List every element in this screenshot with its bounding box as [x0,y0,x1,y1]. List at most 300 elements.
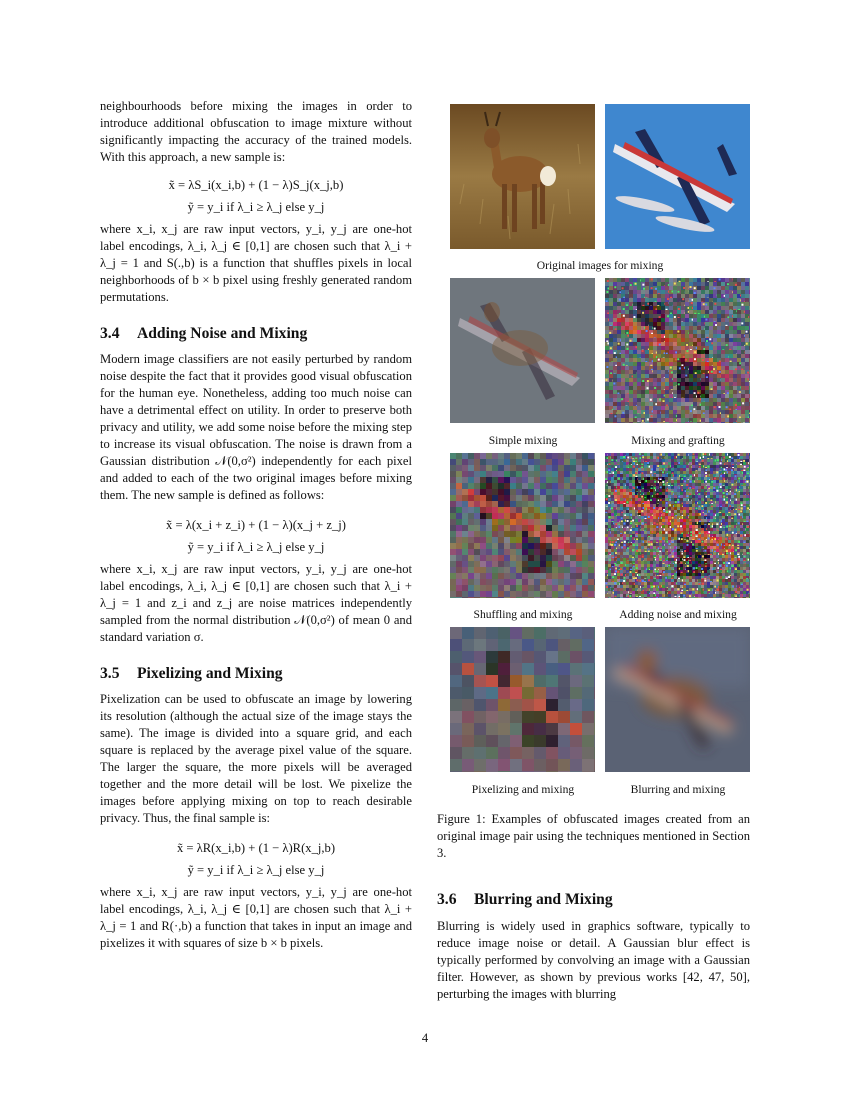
texture-cell [534,477,540,483]
texture-cell [729,306,733,310]
texture-cell [662,486,665,489]
texture-cell [629,342,633,346]
texture-cell [669,422,673,423]
noise-speck [686,540,688,542]
texture-cell [673,362,677,366]
texture-cell [629,354,633,358]
texture-cell [613,294,617,298]
texture-cell [733,294,737,298]
texture-cell [498,549,504,555]
texture-cell [695,540,698,543]
texture-cell [588,549,594,555]
noise-speck [714,287,716,289]
texture-cell [717,338,721,342]
noise-speck [630,535,632,537]
texture-cell [689,528,692,531]
texture-cell [657,354,661,358]
texture-cell [617,306,621,310]
texture-cell [662,513,665,516]
texture-cell [641,561,644,564]
texture-cell [677,534,680,537]
texture-cell [733,358,737,362]
texture-cell [704,543,707,546]
texture-cell [626,480,629,483]
texture-cell [729,350,733,354]
noise-speck [626,332,628,334]
texture-cell [450,453,456,459]
texture-cell [613,306,617,310]
texture-cell [576,477,582,483]
texture-cell [685,370,689,374]
texture-cell [749,338,750,342]
noise-speck [684,550,686,552]
texture-cell [653,552,656,555]
texture-cell [629,507,632,510]
texture-cell [734,483,737,486]
texture-cell [605,504,608,507]
texture-cell [665,330,669,334]
texture-cell [540,531,546,537]
texture-cell [623,477,626,480]
texture-cell [713,522,716,525]
noise-speck [749,504,750,506]
noise-speck [626,343,628,345]
texture-cell [540,543,546,549]
texture-cell [661,402,665,406]
texture-cell [713,519,716,522]
texture-cell [633,382,637,386]
texture-cell [576,495,582,501]
texture-cell [681,422,685,423]
texture-cell [649,310,653,314]
texture-cell [719,453,722,456]
texture-cell [689,386,693,390]
texture-cell [677,378,681,382]
texture-cell [540,561,546,567]
texture-cell [709,350,713,354]
texture-cell [721,378,725,382]
texture-cell [632,531,635,534]
texture-cell [721,402,725,406]
texture-cell [692,534,695,537]
texture-cell [564,483,570,489]
texture-cell [641,525,644,528]
texture-cell [641,537,644,540]
noise-speck [694,358,696,360]
texture-cell [701,516,704,519]
texture-cell [737,326,741,330]
texture-cell [704,507,707,510]
texture-cell [626,510,629,513]
texture-cell [665,382,669,386]
noise-speck [607,280,609,282]
texture-cell [582,585,588,591]
texture-cell [635,552,638,555]
texture-cell [681,330,685,334]
texture-cell [576,531,582,537]
texture-cell [510,591,516,597]
texture-cell [701,522,704,525]
texture-cell [695,453,698,456]
texture-cell [671,507,674,510]
texture-cell [576,561,582,567]
texture-cell [665,326,669,330]
texture-cell [641,338,645,342]
texture-cell [734,546,737,549]
texture-cell [659,459,662,462]
texture-cell [659,492,662,495]
texture-cell [668,516,671,519]
texture-cell [653,330,657,334]
texture-cell [633,378,637,382]
texture-cell [623,486,626,489]
texture-cell [480,477,486,483]
texture-cell [662,489,665,492]
texture-cell [621,326,625,330]
texture-cell [594,573,595,579]
texture-cell [638,525,641,528]
texture-cell [746,543,749,546]
texture-cell [743,489,746,492]
texture-cell [605,374,609,378]
texture-cell [605,486,608,489]
texture-cell [620,522,623,525]
texture-cell [740,540,743,543]
texture-cell [717,398,721,402]
texture-cell [546,513,552,519]
texture-cell [653,374,657,378]
texture-cell [725,546,728,549]
texture-cell [492,483,498,489]
texture-cell [681,350,685,354]
texture-cell [608,465,611,468]
noise-speck [630,529,632,531]
texture-cell [516,465,522,471]
texture-cell [645,338,649,342]
texture-cell [668,459,671,462]
texture-cell [582,597,588,598]
texture-cell [701,552,704,555]
texture-cell [468,519,474,525]
texture-cell [576,513,582,519]
texture-cell [614,456,617,459]
texture-cell [588,585,594,591]
texture-cell [468,501,474,507]
texture-cell [749,483,750,486]
texture-cell [701,350,705,354]
texture-cell [728,528,731,531]
noise-speck [651,287,653,289]
noise-speck [635,283,637,285]
texture-cell [673,310,677,314]
texture-cell [661,306,665,310]
texture-cell [480,537,486,543]
texture-cell [743,486,746,489]
texture-cell [645,394,649,398]
texture-cell [662,549,665,552]
texture-cell [594,591,595,597]
texture-cell [641,534,644,537]
noise-speck [675,358,677,360]
texture-cell [701,282,705,286]
texture-cell [721,386,725,390]
texture-cell [719,495,722,498]
texture-cell [673,390,677,394]
texture-cell [468,483,474,489]
texture-cell [492,471,498,477]
texture-cell [749,537,750,540]
noise-speck [642,350,644,352]
texture-cell [745,326,749,330]
texture-cell [650,507,653,510]
texture-cell [649,318,653,322]
texture-cell [516,531,522,537]
texture-cell [510,459,516,465]
texture-cell [674,519,677,522]
texture-cell [665,543,668,546]
texture-cell [594,567,595,573]
texture-cell [661,366,665,370]
texture-cell [594,597,595,598]
texture-cell [633,370,637,374]
texture-cell [741,338,745,342]
texture-cell [713,378,717,382]
texture-cell [621,278,625,282]
texture-cell [659,495,662,498]
texture-cell [695,552,698,555]
texture-cell [621,302,625,306]
texture-cell [614,534,617,537]
texture-cell [623,510,626,513]
texture-cell [657,318,661,322]
mixing-grafting-image [605,278,750,423]
texture-cell [617,334,621,338]
texture-cell [697,298,701,302]
texture-cell [697,302,701,306]
texture-cell [659,456,662,459]
texture-cell [731,453,734,456]
texture-cell [721,306,725,310]
texture-cell [665,366,669,370]
texture-cell [510,519,516,525]
texture-cell [528,597,534,598]
texture-cell [468,531,474,537]
texture-cell [611,528,614,531]
texture-cell [713,495,716,498]
texture-cell [656,555,659,558]
texture-cell [707,507,710,510]
texture-cell [635,465,638,468]
texture-cell [540,585,546,591]
texture-cell [721,406,725,410]
texture-cell [693,298,697,302]
texture-cell [650,525,653,528]
texture-cell [629,394,633,398]
texture-cell [725,298,729,302]
texture-cell [677,334,681,338]
texture-cell [737,350,741,354]
texture-cell [701,386,705,390]
texture-cell [685,338,689,342]
texture-cell [621,334,625,338]
texture-cell [737,338,741,342]
texture-cell [717,414,721,418]
noise-speck [702,359,704,361]
texture-cell [609,294,613,298]
texture-cell [647,471,650,474]
texture-cell [611,480,614,483]
texture-cell [644,540,647,543]
texture-cell [725,290,729,294]
texture-cell [626,543,629,546]
texture-cell [746,510,749,513]
texture-cell [733,302,737,306]
texture-cell [685,346,689,350]
texture-cell [504,483,510,489]
texture-cell [689,495,692,498]
texture-cell [629,492,632,495]
texture-cell [741,346,745,350]
texture-cell [468,507,474,513]
noise-speck [686,350,688,352]
texture-cell [693,366,697,370]
texture-cell [522,465,528,471]
texture-cell [638,495,641,498]
texture-cell [683,507,686,510]
texture-cell [617,322,621,326]
texture-cell [504,579,510,585]
noise-speck [657,493,659,495]
texture-cell [705,282,709,286]
texture-cell [629,561,632,564]
texture-cell [737,334,741,338]
noise-speck [680,525,682,527]
texture-cell [662,555,665,558]
noise-speck [719,371,721,373]
noise-speck [738,454,740,456]
texture-cell [605,294,609,298]
texture-cell [633,338,637,342]
texture-cell [608,477,611,480]
texture-cell [674,531,677,534]
noise-speck [735,284,737,286]
noise-speck [705,472,707,474]
texture-cell [504,471,510,477]
texture-cell [725,418,729,422]
texture-cell [709,322,713,326]
texture-cell [608,453,611,456]
texture-cell [656,501,659,504]
texture-cell [677,386,681,390]
texture-cell [623,534,626,537]
texture-cell [456,531,462,537]
noise-speck [691,302,693,304]
texture-cell [656,504,659,507]
texture-cell [681,378,685,382]
texture-cell [701,290,705,294]
texture-cell [729,402,733,406]
texture-cell [641,398,645,402]
texture-cell [546,543,552,549]
texture-cell [650,465,653,468]
texture-cell [576,549,582,555]
texture-cell [733,382,737,386]
texture-cell [705,294,709,298]
texture-cell [674,465,677,468]
texture-cell [665,504,668,507]
noise-speck [666,502,668,504]
texture-cell [632,525,635,528]
noise-speck [672,541,674,543]
texture-cell [680,462,683,465]
texture-cell [746,537,749,540]
texture-cell [665,378,669,382]
noise-speck [666,490,668,492]
texture-cell [588,507,594,513]
texture-cell [689,477,692,480]
noise-speck [719,406,721,408]
texture-cell [731,537,734,540]
texture-cell [617,346,621,350]
texture-cell [498,525,504,531]
texture-cell [733,410,737,414]
texture-cell [486,495,492,501]
texture-cell [594,483,595,489]
texture-cell [673,290,677,294]
texture-cell [701,278,705,282]
texture-cell [609,382,613,386]
noise-speck [642,312,644,314]
texture-cell [665,561,668,564]
texture-cell [522,555,528,561]
texture-cell [644,483,647,486]
texture-cell [701,492,704,495]
texture-cell [656,513,659,516]
texture-cell [474,489,480,495]
texture-cell [588,567,594,573]
texture-cell [697,386,701,390]
texture-cell [728,534,731,537]
noise-speck [720,486,722,488]
texture-cell [480,573,486,579]
noise-speck [659,316,661,318]
texture-cell [697,406,701,410]
texture-cell [450,549,456,555]
texture-cell [609,302,613,306]
texture-cell [534,591,540,597]
texture-cell [713,390,717,394]
texture-cell [685,414,689,418]
texture-cell [705,378,709,382]
texture-cell [698,546,701,549]
texture-cell [641,314,645,318]
texture-cell [741,306,745,310]
texture-cell [683,519,686,522]
texture-cell [637,418,641,422]
texture-cell [641,358,645,362]
texture-cell [609,338,613,342]
noise-speck [669,511,671,513]
texture-cell [659,489,662,492]
texture-cell [647,531,650,534]
texture-cell [609,314,613,318]
texture-cell [617,471,620,474]
texture-cell [620,483,623,486]
texture-cell [710,486,713,489]
texture-cell [637,318,641,322]
texture-cell [661,410,665,414]
texture-cell [681,326,685,330]
